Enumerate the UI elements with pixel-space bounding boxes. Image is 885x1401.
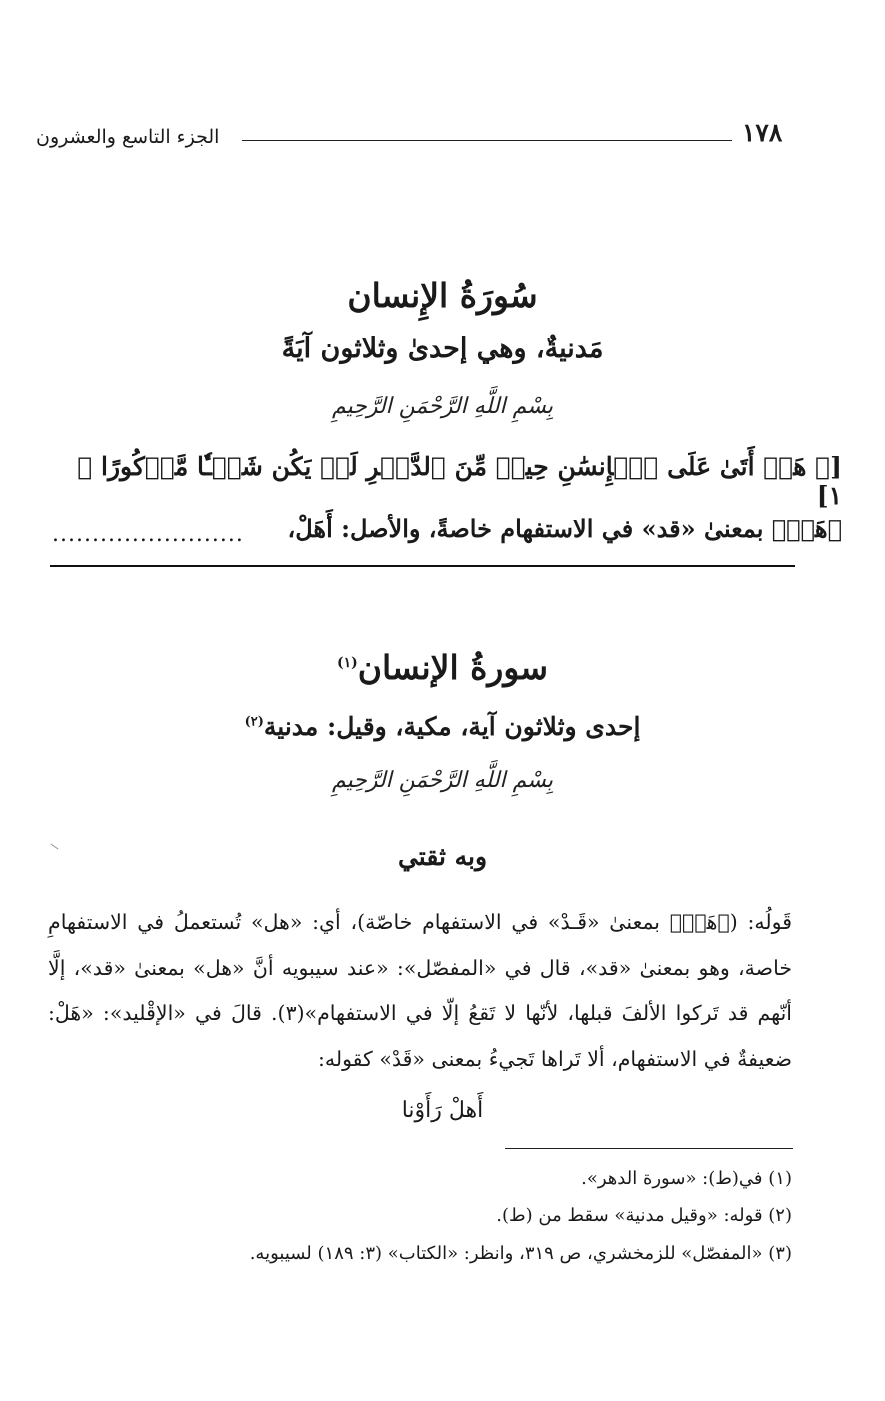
basmala-commentary xyxy=(0,768,885,793)
page-number: ١٧٨ xyxy=(742,118,783,147)
section-separator xyxy=(50,565,795,567)
quran-verse: [﴿ هَلۡ أَتَىٰ عَلَى ٱلۡإِنسَٰنِ حِينٞ مِّنَ ٱلدَّهۡرِ لَمۡ يَكُن شَيۡـٔٗا مَّذۡكُورًا ﴾ ١] xyxy=(77,452,842,510)
basmala-text: بِسْمِ اللَّهِ الرَّحْمَنِ الرَّحِيمِ xyxy=(331,768,554,793)
surah-info-top: مَدنيةٌ، وهي إحدىٰ وثلاثون آيَةً xyxy=(281,333,604,364)
footnote-2: (٢) قوله: «وقيل مدنية» سقط من (ط). xyxy=(496,1205,792,1226)
surah-info-commentary xyxy=(0,712,885,741)
surah-title-commentary xyxy=(0,648,885,687)
footnote-rule xyxy=(505,1148,793,1149)
footnote-3: (٣) «المفصّل» للزمخشري، ص ٣١٩، وانظر: «الكتاب» (٣: ١٨٩) لسيبويه. xyxy=(249,1243,792,1264)
surah-title-top: سُورَةُ الإِنسان xyxy=(347,276,538,315)
summary-dots: ........................ xyxy=(52,522,244,547)
qualifier: وبه ثقتي xyxy=(397,842,488,871)
poetry-quote-text: أَهلْ رَأَوْنا xyxy=(401,1098,484,1123)
footnote-1: (١) في(ط): «سورة الدهر». xyxy=(581,1168,792,1189)
part-title: الجزء التاسع والعشرون xyxy=(36,126,220,148)
footnote-ref-1: (١) xyxy=(336,655,358,671)
poetry-quote xyxy=(0,1098,885,1123)
commentary-paragraph: قَولُه: (﴿هَلۡ﴾ بمعنىٰ «قَـدْ» في الاستفهام خاصّة)، أي: «هل» تُستعملُ في الاستفهامِ خاصة، وهو بمعنىٰ «قد»، قال في «المفصّل»: «عند سيبويه أنَّ «هل» بمعنىٰ «قد»، إلَّا أنّهم قد تَركوا الألفَ قبلها، لأنّها لا تَقعُ إلّا في الاستفهام»(٣). قالَ في «الإقْليد»: «هَلْ: ضعيفةٌ في الاستفهام، ألا تَراها تَجيءُ بمعنى «قَدْ» كقوله: xyxy=(48,910,793,1071)
basmala-text: بِسْمِ اللَّهِ الرَّحْمَنِ الرَّحِيمِ xyxy=(331,394,554,419)
footnote-ref-2: (٢) xyxy=(244,714,264,730)
surah-title-text: سورةُ الإنسان xyxy=(357,648,549,687)
surah-info-text: إحدى وثلاثون آية، مكية، وقيل: مدنية xyxy=(263,712,641,741)
header-rule xyxy=(242,140,732,141)
basmala-top xyxy=(0,394,885,419)
verse-summary: ﴿هَلۡ﴾ بمعنىٰ «قد» في الاستفهام خاصةً، والأصل: أَهَلْ، xyxy=(287,514,842,543)
